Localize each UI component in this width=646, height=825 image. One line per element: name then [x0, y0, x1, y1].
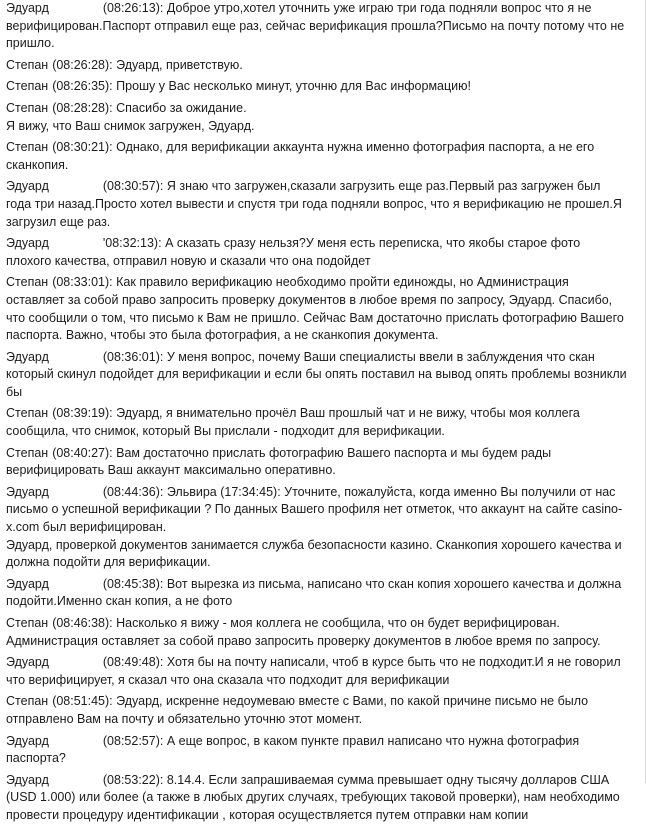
speaker-name: Эдуард [6, 655, 49, 670]
chat-message [6, 57, 627, 75]
chat-message [6, 349, 627, 402]
message-text: Прошу у Вас несколько минут, уточню для Вас информацию! [116, 79, 471, 94]
timestamp: (08:30:21): [52, 140, 113, 155]
message-text: Эдуард, я внимательно прочёл Ваш прошлый чат и не вижу, чтобы моя коллега сообщила, что снимок, который Вы прислали - подходит для верификации. [6, 406, 580, 439]
chat-message [6, 0, 627, 53]
chat-message [6, 445, 627, 480]
timestamp: (08:51:45): [52, 694, 113, 709]
timestamp: (08:26:28): [52, 57, 113, 72]
timestamp: (08:39:19): [52, 406, 113, 421]
chat-message [6, 484, 627, 572]
message-text: А еще вопрос, в каком пункте правил написано что нужна фотография паспорта? [6, 733, 580, 766]
chat-message [6, 100, 627, 135]
timestamp: (08:44:36): [102, 484, 164, 499]
chat-message [6, 693, 627, 728]
speaker-name: Степан [6, 79, 49, 94]
chat-message [6, 235, 627, 270]
message-text: У меня вопрос, почему Ваши специалисты ввели в заблуждения что скан который скинул подойдет для верификации и если бы опять поставил на вывод опять проблемы возникли бы [6, 349, 627, 399]
chat-message [6, 178, 627, 231]
timestamp: (08:53:22): [102, 772, 164, 787]
message-text: А сказать сразу нельзя?У меня есть переписка, что якобы старое фото плохого качества, отправил новую и сказали что она подойдет [6, 236, 581, 268]
timestamp: (08:46:38): [52, 616, 113, 630]
message-text: Эдуард, искренне недоумеваю вместе с Вами, по какой причине письмо не было отправлено Вам на почту и обязательно уточню этот момент. [6, 694, 589, 726]
speaker-name: Эдуард [6, 1, 49, 15]
message-text: Как правило верификацию необходимо пройти единожды, но Администрация оставляет за собой право запросить проверку документов в любое время по запросу, Эдуард. Спасибо, что сообщили о том, что письмо к Вам не пришло. Сейчас Вам достаточно прислать фотографию Вашего паспорта. Важно, чтобы это была фотография, а не сканкопия документа. [6, 275, 624, 343]
chat-message [6, 405, 627, 440]
chat-message [6, 78, 627, 96]
message-text: Эдуард, приветствую. [116, 57, 243, 72]
speaker-name: Степан [6, 445, 49, 460]
speaker-name: Степан [6, 616, 49, 630]
speaker-name: Эдуард [6, 484, 49, 499]
timestamp: (08:26:35): [52, 79, 113, 94]
message-text: Насколько я вижу - моя коллега не сообщила, что он будет верифицирован. Администрация оставляет за собой право запросить проверку документов в любое время по запросу. [6, 616, 601, 648]
chat-message [6, 772, 627, 825]
chat-message [6, 615, 627, 650]
timestamp: (08:45:38): [102, 576, 164, 591]
message-text: Спасибо за ожидание. [116, 100, 247, 115]
message-text: 8.14.4. Если запрашиваемая сумма превышает одну тысячу долларов США (USD 1.000) или более (а также в любых других случаях, требующих таковой проверки), нам необходимо провести процедуру идентификации , которая осуществляется путем отправки нам копии [6, 772, 620, 822]
speaker-name: Эдуард [6, 576, 49, 591]
message-text: Вот вырезка из письма, написано что скан копия хорошего качества и должна подойти.Именно скан копия, а не фото [6, 576, 622, 609]
timestamp: '08:32:13): [102, 236, 162, 251]
chat-message [6, 274, 627, 344]
timestamp: (08:26:13): [102, 1, 164, 15]
timestamp: (08:33:01): [52, 275, 113, 290]
speaker-name: Степан [6, 100, 49, 115]
timestamp: (08:40:27): [52, 445, 113, 460]
speaker-name: Эдуард [6, 179, 49, 194]
speaker-name: Эдуард [6, 349, 49, 364]
message-continuation: Я вижу, что Ваш снимок загружен, Эдуард. [6, 118, 255, 133]
chat-message [6, 576, 627, 611]
message-text: Однако, для верификации аккаунта нужна именно фотография паспорта, а не его сканкопия. [6, 140, 595, 172]
chat-message [6, 733, 627, 768]
timestamp: (08:30:57): [102, 179, 164, 194]
timestamp: (08:36:01): [102, 349, 164, 364]
speaker-name: Эдуард [6, 772, 49, 787]
message-text: Я знаю что загружен,сказали загрузить еще раз.Первый раз загружен был года три назад.Просто хотел вывести и спустя три года подняли вопрос, что я верификацию не прошел.Я загрузил еще раз. [6, 179, 622, 229]
timestamp: (08:28:28): [52, 100, 113, 115]
chat-message [6, 654, 627, 689]
speaker-name: Степан [6, 57, 49, 72]
speaker-name: Степан [6, 275, 49, 290]
speaker-name: Степан [6, 406, 49, 421]
timestamp: (08:52:57): [102, 733, 164, 748]
speaker-name: Эдуард [6, 733, 49, 748]
speaker-name: Эдуард [6, 236, 49, 251]
message-text: Эльвира (17:34:45): Уточните, пожалуйста, когда именно Вы получили от нас письмо о успешной верификации ? По данных Вашего профиля нет отметок, что аккаунт на сайте casino-x.com был верифицирован. [6, 484, 623, 535]
speaker-name: Степан [6, 140, 49, 155]
speaker-name: Степан [6, 694, 49, 709]
message-continuation: Эдуард, проверкой документов занимается служба безопасности казино. Сканкопия хорошего качества и должна подойти для верификации. [6, 537, 622, 570]
message-text: Доброе утро,хотел уточнить уже играю три года подняли вопрос что я не верифицирован.Паспорт отправил еще раз, сейчас верификация прошла?Письмо на почту потому что не пришло. [6, 1, 625, 51]
chat-message [6, 139, 627, 174]
message-text: Вам достаточно прислать фотографию Вашего паспорта и мы будем рады верифицировать Ваш аккаунт максимально оперативно. [6, 445, 552, 478]
timestamp: (08:49:48): [102, 655, 164, 670]
message-text: Хотя бы на почту написали, чтоб в курсе быть что не подходит.И я не говорил что верифицирует, я сказал что она сказала что подходит для верификации [6, 655, 621, 687]
